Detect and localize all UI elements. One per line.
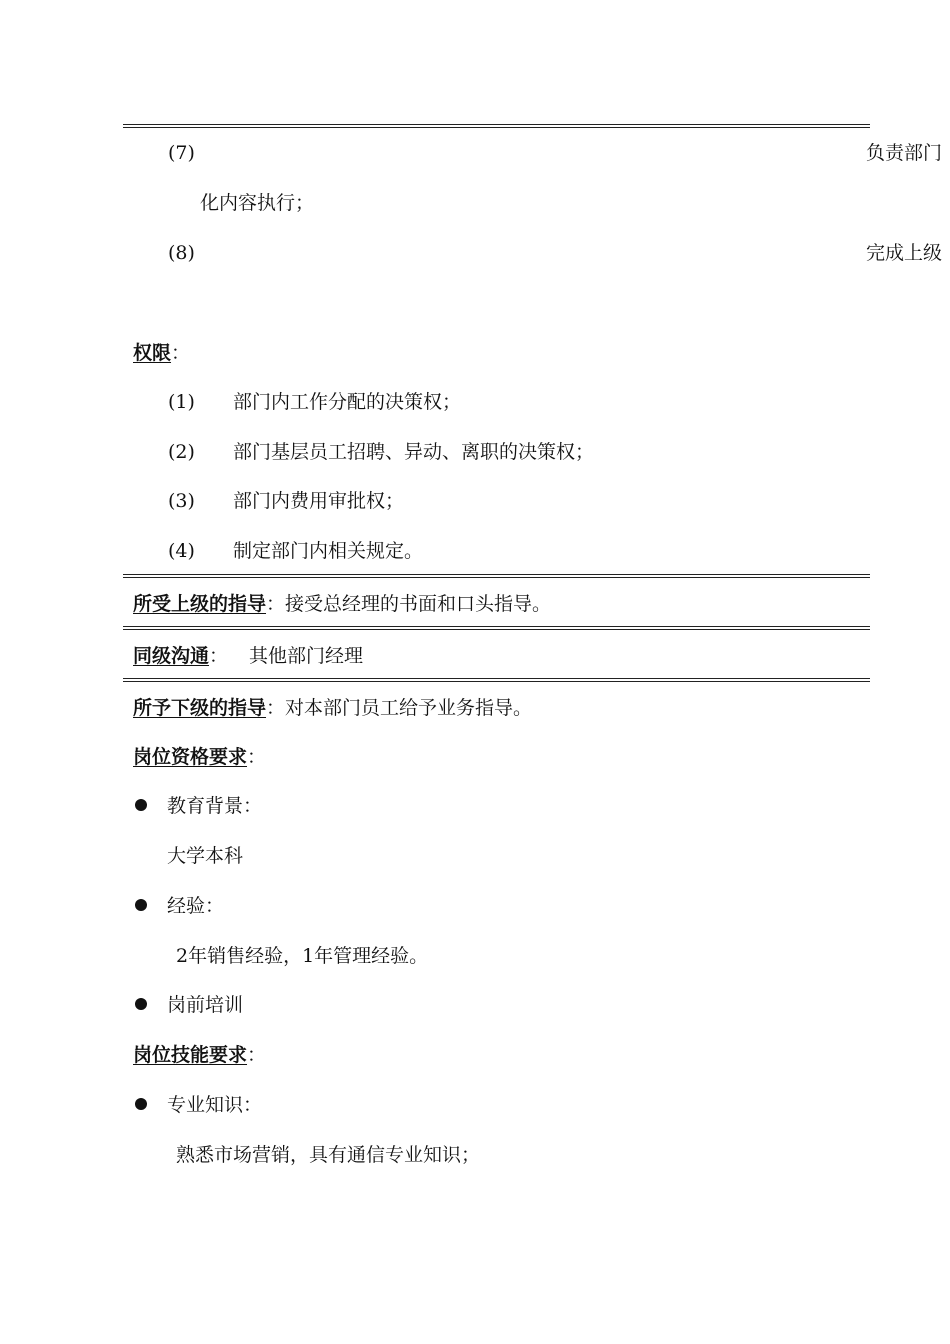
qualifications-heading: 岗位资格要求 (133, 746, 248, 768)
authority-heading-line (133, 344, 190, 363)
knowledge-label: 专业知识： (167, 1094, 263, 1116)
skills-colon: ： (247, 1044, 267, 1066)
subordinate-heading: 所予下级的指导 (133, 697, 267, 719)
item-7-number: (7) (168, 142, 195, 164)
authority-item-1-text: 部门内工作分配的决策权； (233, 391, 462, 413)
authority-colon: ： (171, 342, 191, 364)
authority-item-4-text: 制定部门内相关规定。 (233, 540, 424, 562)
supervision-text: 接受总经理的书面和口头指导。 (285, 593, 552, 615)
qualifications-colon: ： (247, 746, 267, 768)
top-rule (123, 124, 870, 128)
training-bullet-icon (135, 998, 147, 1010)
item-8-number: (8) (168, 242, 195, 264)
rule-after-peer (123, 678, 870, 682)
authority-item-2-number: (2) (168, 441, 195, 463)
supervision-colon: ： (266, 593, 286, 615)
peer-text: 其他部门经理 (249, 645, 364, 667)
skills-heading-line (133, 1046, 266, 1065)
item-7-continuation: 化内容执行； (200, 192, 315, 214)
item-8-text: 完成上级 (866, 242, 943, 264)
rule-after-supervision (123, 626, 870, 630)
education-label: 教育背景： (167, 795, 263, 817)
education-value: 大学本科 (167, 845, 244, 867)
supervision-heading: 所受上级的指导 (133, 593, 267, 615)
knowledge-bullet-icon (135, 1098, 147, 1110)
experience-label: 经验： (167, 895, 225, 917)
experience-bullet-icon (135, 899, 147, 911)
supervision-line (133, 595, 551, 614)
authority-heading: 权限 (133, 342, 172, 364)
subordinate-colon: ： (266, 697, 286, 719)
authority-item-2-text: 部门基层员工招聘、异动、离职的决策权； (233, 441, 595, 463)
peer-heading: 同级沟通 (133, 645, 210, 667)
authority-item-3-text: 部门内费用审批权； (233, 490, 405, 512)
peer-colon: ： (209, 645, 229, 667)
knowledge-value: 熟悉市场营销，具有通信专业知识； (176, 1144, 481, 1166)
experience-value: 2年销售经验，1年管理经验。 (176, 945, 429, 967)
training-label: 岗前培训 (167, 994, 244, 1016)
item-7-text: 负责部门 (866, 142, 943, 164)
authority-item-1-number: (1) (168, 391, 195, 413)
rule-after-authority (123, 574, 870, 578)
qualifications-heading-line (133, 748, 266, 767)
subordinate-line (133, 699, 532, 718)
peer-line (133, 647, 363, 666)
authority-item-4-number: (4) (168, 540, 195, 562)
authority-item-3-number: (3) (168, 490, 195, 512)
education-bullet-icon (135, 799, 147, 811)
subordinate-text: 对本部门员工给予业务指导。 (285, 697, 533, 719)
skills-heading: 岗位技能要求 (133, 1044, 248, 1066)
